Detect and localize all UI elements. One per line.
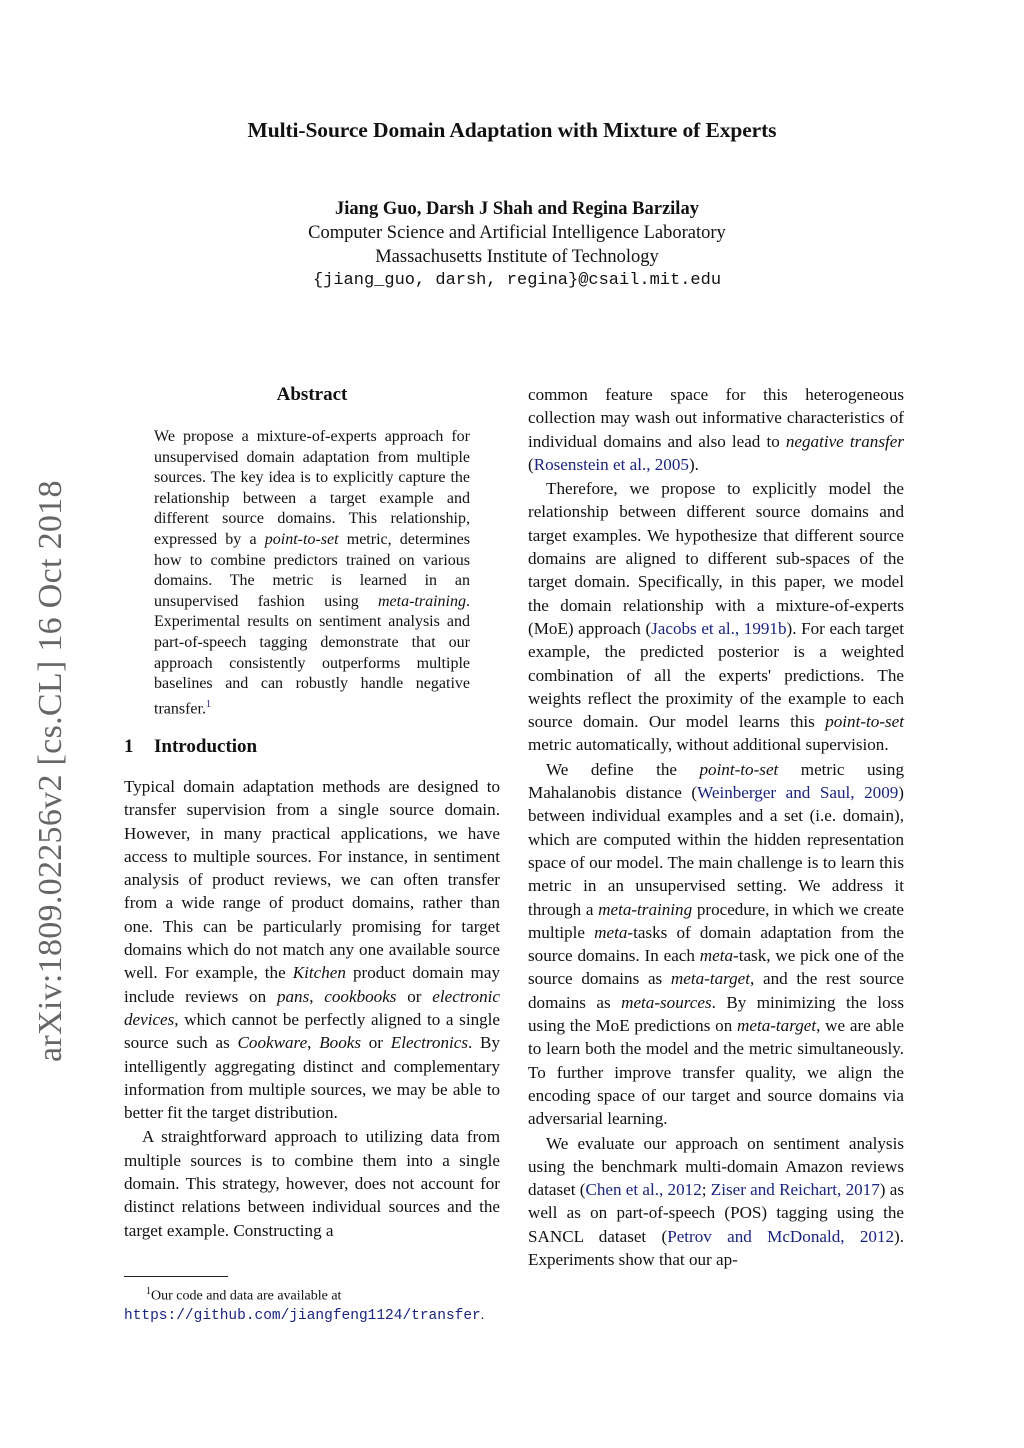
citation-link[interactable]: Petrov and McDonald, 2012 <box>667 1226 895 1246</box>
arxiv-identifier: arXiv:1809.02256v2 [cs.CL] 16 Oct 2018 <box>32 480 69 1062</box>
section-title: Introduction <box>154 736 258 757</box>
citation-link[interactable]: Chen et al., 2012 <box>585 1180 702 1200</box>
footnote-mark: 1 <box>146 1286 151 1297</box>
intro-paragraph-6: We evaluate our approach on sentiment analysis using the benchmark multi-domain Amazon reviews dataset (Chen et al., 2012; Ziser and Reichart, 2017) as well as on part-of-speech (POS) tagging using the SANCL dataset (Petrov and McDonald, 2012). Experiments show that our ap- <box>528 1133 905 1269</box>
citation-link[interactable]: Rosenstein et al., 2005 <box>533 454 689 474</box>
intro-paragraph-1: Typical domain adaptation methods are designed to transfer supervision from a single source domain. However, in many practical applications, we have access to multiple sources. For instance, in sentiment analysis of product reviews, we can often transfer from a wide range of product domains, rather than one. This can be particularly promising for target domains which do not match any one available source well. For example, the Kitchen product domain may include reviews on pans, cookbooks or electronic devices, which cannot be perfectly aligned to a single source such as Cookware, Books or Electronics. By intelligently aggregating distinct and complementary information from multiple sources, we may be able to better fit the target distribution. <box>124 777 500 1123</box>
intro-paragraph-2: A straightforward approach to utilizing data from multiple sources is to combine them into a single domain. This strategy, however, does not account for distinct relations between individual sources and the target example. Constructing a <box>124 1127 500 1240</box>
citation-link[interactable]: Ziser and Reichart, 2017 <box>710 1180 880 1200</box>
citation-link[interactable]: Weinberger and Saul, 2009 <box>697 783 899 803</box>
paper-title: Multi-Source Domain Adaptation with Mixture of Experts <box>247 118 777 142</box>
footnote-ref[interactable]: 1 <box>205 698 211 710</box>
abstract-heading: Abstract <box>276 384 348 405</box>
footnote: $^1$Our code and data are available at https://github.com/jiangfeng1124/transfer. <box>124 1286 485 1324</box>
intro-paragraph-3: common feature space for this heterogeneous collection may wash out informative characteristics of individual domains and also lead to negative transfer (Rosenstein et al., 2005). <box>528 385 904 474</box>
author-emails: {jiang_guo, darsh, regina}@csail.mit.edu <box>312 271 722 290</box>
code-url-link[interactable]: https://github.com/jiangfeng1124/transfer <box>124 1307 481 1324</box>
section-heading-introduction <box>124 736 257 758</box>
right-column-body <box>528 383 904 1271</box>
left-column-body <box>124 775 500 1242</box>
affiliation-institute: Massachusetts Institute of Technology <box>375 247 659 267</box>
footnote-divider <box>124 1276 228 1277</box>
intro-paragraph-5: We define the point-to-set metric using Mahalanobis distance (Weinberger and Saul, 2009) between individual examples and a set (i.e. domain), which are computed within the hidden representation space of our model. The main challenge is to learn this metric in an unsupervised setting. We address it through a meta-training procedure, in which we create multiple meta-tasks of domain adaptation from the source domains. In each meta-task, we pick one of the source domains as meta-target, and the rest source domains as meta-sources. By minimizing the loss using the MoE predictions on meta-target, we are able to learn both the model and the metric simultaneously. To further improve transfer quality, we align the encoding space of our target and source domains via adversarial learning. <box>528 759 904 1129</box>
section-number: 1 <box>124 736 134 757</box>
author-names: Jiang Guo, Darsh J Shah and Regina Barzilay <box>335 199 699 219</box>
intro-paragraph-4: Therefore, we propose to explicitly model the relationship between different source domains and target examples. We hypothesize that different source domains are aligned to different sub-spaces of the target domain. Specifically, in this paper, we model the domain relationship with a mixture-of-experts (MoE) approach (Jacobs et al., 1991b). For each target example, the predicted posterior is a weighted combination of all the experts' predictions. The weights reflect the proximity of the example to each source domain. Our model learns this point-to-set metric automatically, without additional supervision. <box>528 479 904 755</box>
author-block <box>0 197 1024 293</box>
affiliation-lab: Computer Science and Artificial Intelligence Laboratory <box>308 223 726 243</box>
abstract-text: We propose a mixture-of-experts approach for unsupervised domain adaptation from multiple sources. The key idea is to explicitly capture the relationship between a target example and different source domains. This relationship, expressed by a point-to-set metric, determines how to combine predictors trained on various domains. The metric is learned in an unsupervised fashion using meta-training. Experimental results on sentiment analysis and part-of-speech tagging demonstrate that our approach consistently outperforms multiple baselines and can robustly handle negative transfer.$^1$ <box>154 428 471 718</box>
citation-link[interactable]: Jacobs et al., 1991b <box>651 618 787 638</box>
